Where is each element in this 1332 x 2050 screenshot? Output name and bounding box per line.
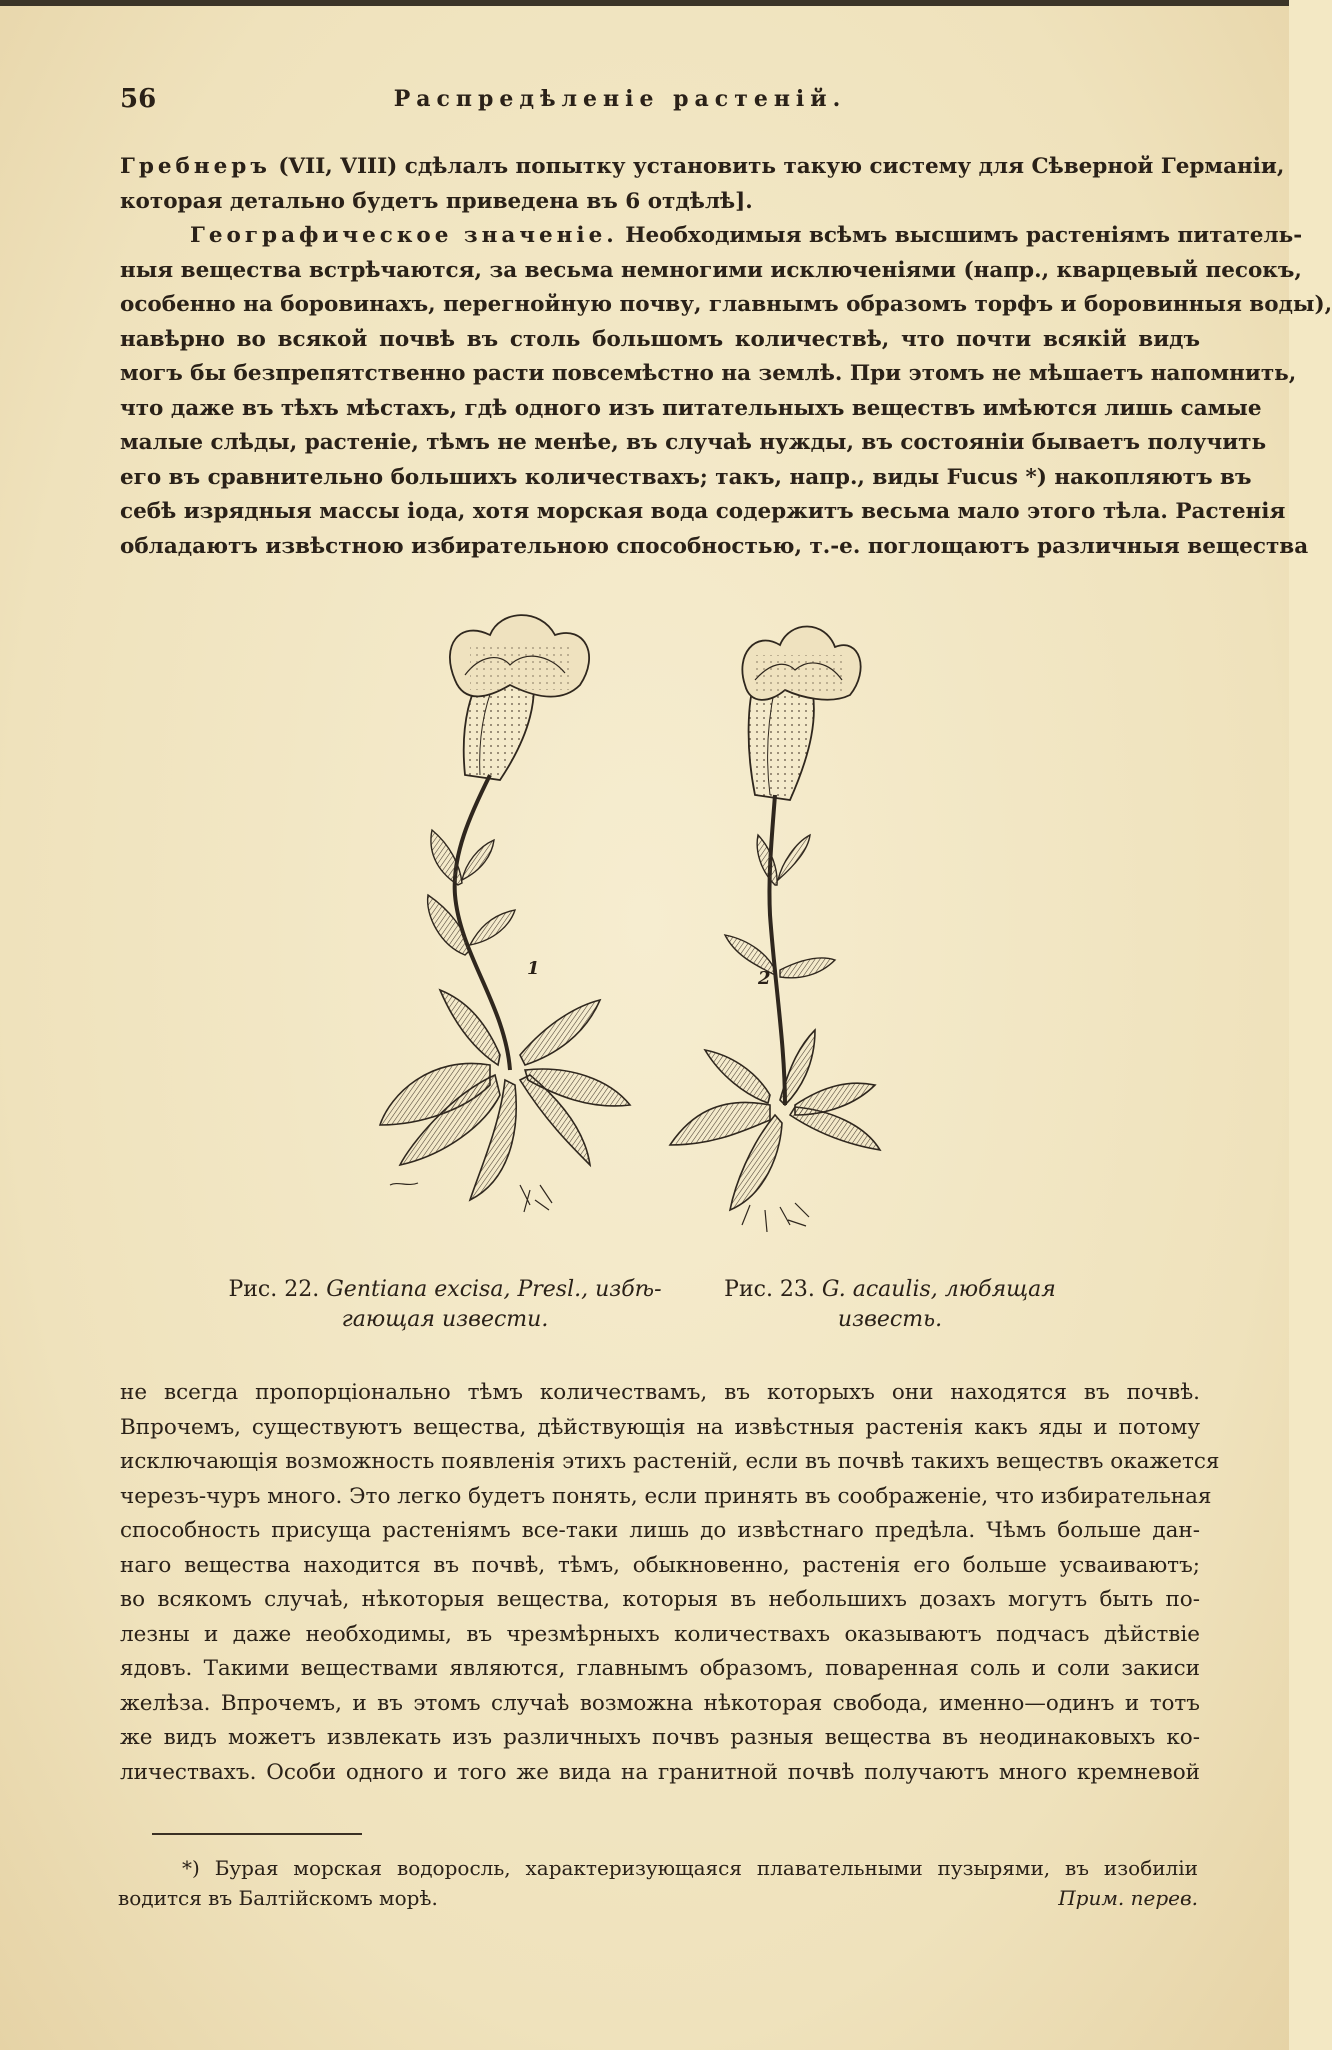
- footnote-line-1: *) Бурая морская водоросль, характеризующаяся плавательными пузырями, въ изобиліи: [182, 1856, 1198, 1880]
- text-line: особенно на боровинахъ, перегнойную почву, главнымъ образомъ торфъ и боровинныя воды),: [120, 292, 1332, 317]
- text-line: во всякомъ случаѣ, нѣкоторыя вещества, которыя въ небольшихъ дозахъ могутъ быть по-: [120, 1587, 1200, 1612]
- caption-1-line2: гающая извести.: [341, 1307, 549, 1332]
- paragraph-1: [120, 150, 1285, 219]
- footnote-text: водится въ Балтійскомъ морѣ.: [118, 1886, 438, 1910]
- footnote-separator: [152, 1833, 362, 1835]
- running-head: Распредѣленіе растеній.: [393, 86, 847, 112]
- text-line: малые слѣды, растеніе, тѣмъ не менѣе, въ случаѣ нужды, въ состояніи бываетъ получить: [120, 430, 1267, 455]
- text-line: Впрочемъ, существуютъ вещества, дѣйствующія на извѣстныя растенія какъ яды и потому: [120, 1414, 1200, 1440]
- text-line: ядовъ. Такими веществами являются, главнымъ образомъ, поваренная соль и соли закиси: [120, 1656, 1200, 1681]
- text-line: исключающія возможность появленія этихъ растеній, если въ почвѣ такихъ веществъ окажется: [120, 1449, 1220, 1474]
- caption-2-species: G. acaulis, любящая: [821, 1277, 1056, 1302]
- text-line: его въ сравнительно большихъ количествахъ; такъ, напр., виды Fucus *) накопляютъ въ: [120, 464, 1252, 490]
- figure-2-number: 2: [758, 968, 771, 989]
- caption-2-prefix: Рис. 23.: [724, 1277, 815, 1302]
- author-name: Гребнеръ: [120, 154, 271, 179]
- text-line: могъ бы безпрепятственно расти повсемѣстно на землѣ. При этомъ не мѣшаетъ напомнить,: [120, 361, 1297, 386]
- footnote-line-2: [118, 1883, 1198, 1913]
- caption-1-species: Gentiana excisa, Presl., избѣ-: [326, 1277, 662, 1302]
- text-line: ныя вещества встрѣчаются, за весьма немногими исключеніями (напр., кварцевый песокъ,: [120, 257, 1302, 283]
- gentian-plants-illustration: [370, 625, 970, 1265]
- plant-1-drawing: [380, 615, 630, 1212]
- text-line: Географическое значеніе. Необходимыя всѣмъ высшимъ растеніямъ питатель-: [190, 223, 1303, 248]
- text-line: же видъ можетъ извлекать изъ различныхъ почвъ разныя вещества въ неодинаковыхъ ко-: [120, 1725, 1200, 1750]
- figure-captions: [220, 1275, 1100, 1345]
- text-line: желѣза. Впрочемъ, и въ этомъ случаѣ возможна нѣкоторая свобода, именно—одинъ и тотъ: [120, 1690, 1200, 1716]
- paragraph-2: [120, 219, 1332, 564]
- text-line: не всегда пропорціонально тѣмъ количествамъ, въ которыхъ они находятся въ почвѣ.: [120, 1380, 1200, 1405]
- caption-fig-23: [700, 1275, 1080, 1335]
- paragraph-3: [120, 1376, 1220, 1790]
- text-line: черезъ-чуръ много. Это легко будетъ понять, если принять въ соображеніе, что избирательная: [120, 1483, 1212, 1509]
- page-top-edge: [0, 0, 1289, 6]
- footnote: [118, 1853, 1198, 1913]
- translator-note: Прим. перев.: [1058, 1886, 1198, 1910]
- page-number: 56: [120, 84, 157, 114]
- caption-2-line2: известь.: [837, 1307, 943, 1332]
- text-line: которая детально будетъ приведена въ 6 отдѣлѣ].: [120, 188, 753, 214]
- text-line: лезны и даже необходимы, въ чрезмѣрныхъ количествахъ оказываютъ подчасъ дѣйствіе: [120, 1621, 1200, 1647]
- text-line: себѣ изрядныя массы іода, хотя морская вода содержитъ весьма мало этого тѣла. Растенія: [120, 499, 1286, 524]
- figure-1-number: 1: [527, 958, 540, 979]
- text-line: навѣрно во всякой почвѣ въ столь большомъ количествѣ, что почти всякій видъ: [120, 326, 1200, 352]
- figures-illustration: [370, 625, 970, 1265]
- text-line: Гребнеръ (VII, VIII) сдѣлалъ попытку установить такую систему для Сѣверной Германіи,: [120, 154, 1285, 179]
- text-line: наго вещества находится въ почвѣ, тѣмъ, обыкновенно, растенія его больше усваиваютъ;: [120, 1552, 1200, 1578]
- text-line: что даже въ тѣхъ мѣстахъ, гдѣ одного изъ питательныхъ веществъ имѣются лишь самые: [120, 395, 1262, 421]
- page-header: [120, 84, 1200, 124]
- text-line: обладаютъ извѣстною избирательною способностью, т.-е. поглощаютъ различныя вещества: [120, 533, 1309, 559]
- section-heading: Географическое значеніе.: [190, 223, 618, 248]
- caption-1-prefix: Рис. 22.: [228, 1277, 320, 1302]
- caption-fig-22: [220, 1275, 670, 1335]
- text-line: способность присуща растеніямъ все-таки лишь до извѣстнаго предѣла. Чѣмъ больше дан-: [120, 1518, 1200, 1543]
- text-line: личествахъ. Особи одного и того же вида на гранитной почвѣ получаютъ много кремневой: [120, 1759, 1200, 1785]
- plant-2-drawing: [670, 626, 880, 1232]
